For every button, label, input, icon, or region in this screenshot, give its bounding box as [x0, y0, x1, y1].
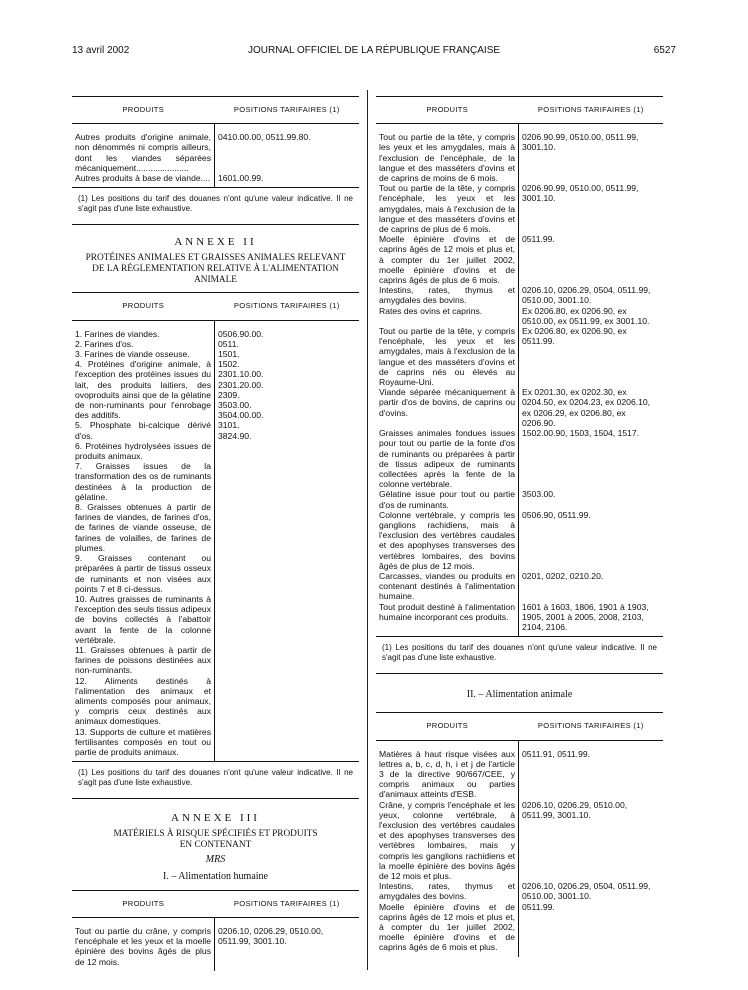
table-annex3-animal: [376, 712, 663, 956]
list-item: 12. Aliments destinés à l'alimentation des animaux et aliments composés pour animaux, y compris ceux destinés aux animaux domestiques.: [75, 675, 211, 727]
product-cell: Moelle épinière d'ovins et de caprins âgés de 12 mois et plus et, à compter du 1er juillet 2002, moelle épinière d'ovins et de caprins âgés de plus de 6 mois.: [376, 234, 519, 285]
table-row: [376, 234, 663, 285]
product-cell: Viande séparée mécaniquement à partir d'os de bovins, de caprins ou d'ovins.: [376, 387, 519, 428]
table-row: [376, 428, 663, 489]
table-body: [376, 124, 663, 637]
tariff-value: 3504.00.00.: [218, 410, 264, 421]
table-annex3-human-start: [72, 890, 359, 971]
tariff-value: 2301.20.00.: [218, 379, 264, 390]
left-column: [72, 96, 359, 971]
product-cell: Carcasses, viandes ou produits en contenant destinés à l'alimentation humaine.: [376, 571, 519, 602]
list-item: 11. Graisses obtenues à partir de farines de poissons destinées aux non-ruminants.: [75, 644, 211, 676]
table-row: [376, 800, 663, 882]
annex3-abbr: MRS: [205, 854, 226, 866]
tariff-cell: 0206.10, 0206.29, 0510.00, 0511.99, 3001.10.: [522, 799, 628, 820]
list-item: 1. Farines de viandes.: [75, 328, 160, 339]
tariff-cell: 0206.90.99, 0510.00, 0511.99, 3001.10.: [522, 132, 639, 153]
tariff-value: 1501.: [218, 349, 240, 360]
product-cell: Colonne vertébrale, y compris les ganglions rachidiens, mais à l'exclusion des vertèbres caudales et des apophyses transverses des vertèbres lombaires, des bovins âgés de plus de 12 mois.: [376, 510, 519, 571]
column-separator: [367, 90, 368, 970]
tariff-value: 2309.: [218, 389, 240, 400]
tariff-cell: 0201, 0202, 0210.20.: [522, 570, 604, 581]
tariff-value: 3503.00.: [218, 400, 252, 411]
col-header-positions: POSITIONS TARIFAIRES (1): [519, 713, 664, 740]
product-cell: Tout ou partie de la tête, y compris l'encéphale, les yeux et les amygdales, mais à l'exclusion de la langue et des masséters d'ovins et de caprins nés ou élevés au Royaume-Uni.: [376, 326, 519, 387]
product-cell: Intestins, rates, thymus et amygdales des bovins.: [376, 285, 519, 305]
table-row: [376, 183, 663, 234]
tariff-value: 3101.: [218, 420, 240, 431]
product-cell: Tout ou partie du crâne, y compris l'encéphale et les yeux et la moelle épinière des bovins âgés de plus de 12 mois.: [72, 917, 215, 970]
table-row: [376, 881, 663, 901]
table-row: [376, 124, 663, 184]
header-title: JOURNAL OFFICIEL DE LA RÉPUBLIQUE FRANÇAISE: [247, 45, 501, 56]
table-annex1-end: [72, 96, 359, 188]
list-item: 8. Graisses obtenues à partir de farines de viandes, de farines d'os, de farines de viande osseuse, de farines de volailles, de farines de plumes.: [75, 502, 211, 553]
tariff-cell: Ex 0206.80, ex 0206.90, ex 0510.00, ex 0511.99, ex 3001.10.: [522, 305, 650, 326]
col-header-produits: PRODUITS: [72, 97, 215, 124]
col-header-positions: POSITIONS TARIFAIRES (1): [215, 293, 360, 320]
tariff-cell: 0511.99.: [522, 901, 555, 912]
table-row: [72, 173, 359, 188]
tariff-cell: 1601 à 1603, 1806, 1901 à 1903, 1905, 2001 à 2005, 2008, 2103, 2104, 2106.: [522, 601, 649, 632]
section-animal-title: II. – Alimentation animale: [466, 689, 573, 701]
annex2-products: [72, 320, 215, 762]
tariff-cell: 0511.91, 0511.99.: [522, 748, 591, 759]
annex3-title: ANNEXE III: [171, 812, 260, 825]
product-cell: Graisses animales fondues issues pour tout ou partie de la fonte d'os de ruminants ou préparées à partir de tissus adipeux de ruminants collectées après la fente de la colonne vertébrale.: [376, 428, 519, 489]
table-row: [72, 917, 359, 970]
tariff-cell: 0206.90.99, 0510.00, 0511.99, 3001.10.: [522, 183, 639, 204]
annex2-positions: [215, 320, 360, 762]
table-row: [376, 326, 663, 387]
annex3-subtitle: MATÉRIELS À RISQUE SPÉCIFIÉS ET PRODUITS EN CONTENANT: [113, 829, 318, 851]
tariff-cell: 1601.00.99.: [218, 173, 264, 184]
product-cell: Tout ou partie de la tête, y compris les yeux et les amygdales, mais à l'exclusion de l'encéphale, de la langue et des masséters d'ovins et de caprins de moins de 6 mois.: [376, 124, 519, 184]
list-item: 9. Graisses contenant ou préparées à partir de tissus osseux de ruminants et non visées aux points 7 et 8 ci-dessus.: [75, 553, 211, 594]
list-item: 7. Graisses issues de la transformation des os de ruminants destinées à la production de gélatine.: [75, 461, 211, 502]
tariff-cell: 0206.10, 0206.29, 0504, 0511.99, 0510.00, 3001.10.: [522, 285, 651, 306]
tariff-value: 2301.10.00.: [218, 369, 264, 380]
table-row: [376, 740, 663, 800]
list-item: 4. Protéines d'origine animale, à l'exception des protéines issues du lait, des produits laitiers, des ovoproduits ainsi que de la gélatine de non-ruminants pour l'enrobage des additifs.: [75, 359, 211, 421]
col-header-positions: POSITIONS TARIFAIRES (1): [215, 890, 360, 917]
right-column: [376, 96, 663, 957]
page-number: 6527: [653, 45, 676, 56]
list-item: 3. Farines de viande osseuse.: [75, 349, 190, 360]
table-row: [376, 602, 663, 637]
section-human-title: I. – Alimentation humaine: [163, 870, 268, 882]
table-body: [72, 124, 359, 188]
table-row: [376, 306, 663, 326]
product-cell: Intestins, rates, thymus et amygdales des bovins.: [376, 881, 519, 901]
col-header-produits: PRODUITS: [72, 890, 215, 917]
product-cell: Rates des ovins et caprins.: [376, 306, 519, 326]
product-cell: Crâne, y compris l'encéphale et les yeux, colonne vertébrale, à l'exclusion des vertèbres caudales et des apophyses transverses des vertèbres lombaires, mais y compris les ganglions rachidiens et la moelle épinière des bovins âgés de 12 mois et plus.: [376, 800, 519, 882]
col-header-produits: PRODUITS: [376, 713, 519, 740]
product-cell: Tout ou partie de la tête, y compris l'encéphale, les yeux et les amygdales, mais à l'exclusion de la langue et des masséters d'ovins et de caprins de plus de 6 mois.: [376, 183, 519, 234]
table-row: [376, 285, 663, 305]
tariff-cell: 3503.00.: [522, 489, 556, 500]
annex2-title: ANNEXE II: [174, 236, 257, 249]
tariff-value: 0506.90.00.: [218, 328, 264, 339]
product-cell: Gélatine issue pour tout ou partie d'os de ruminants.: [376, 489, 519, 509]
tariff-cell: 0511.99.: [522, 234, 555, 245]
tariff-cell: 0410.00.00, 0511.99.80.: [218, 132, 311, 143]
list-item: 10. Autres graisses de ruminants à l'exception des seuls tissus adipeux de bovins collectés à l'abattoir avant la fente de la colonne vertébrale.: [75, 593, 211, 645]
table-row: [72, 124, 359, 173]
table-row: [376, 510, 663, 571]
tariff-cell: Ex 0201.30, ex 0202.30, ex 0204.50, ex 0204.23, ex 0206.10, ex 0206.29, ex 0206.80, ex 0206.90.: [522, 387, 651, 428]
product-cell: Tout produit destiné à l'alimentation humaine incorporant ces produits.: [376, 602, 519, 637]
product-cell: Autres produits à base de viande....: [72, 173, 215, 188]
tariff-value: 1502.: [218, 359, 240, 370]
tariff-cell: 0206.10, 0206.29, 0510.00, 0511.99, 3001.10.: [218, 925, 324, 947]
table-row: [376, 571, 663, 602]
footnote: (1) Les positions du tarif des douanes n'ont qu'une valeur indicative. Il ne s'agit pas d'une liste exhaustive.: [72, 762, 359, 799]
table-body: [72, 917, 359, 970]
table-row: [376, 902, 663, 957]
list-item: 13. Supports de culture et matières fertilisantes composés en tout ou partie de produits animaux.: [75, 726, 211, 757]
col-header-produits: PRODUITS: [72, 293, 215, 320]
product-cell: Autres produits d'origine animale, non dénommés ni compris ailleurs, dont les viandes séparées mécaniquement......................: [72, 124, 215, 173]
col-header-positions: POSITIONS TARIFAIRES (1): [215, 97, 360, 124]
product-cell: Moelle épinière d'ovins et de caprins âgés de 12 mois et plus et, à compter du 1er juillet 2002, moelle épinière d'ovins et de caprins âgés de 6 mois et plus.: [376, 902, 519, 957]
tariff-value: 3824.90.: [218, 430, 252, 441]
running-header: [72, 46, 676, 60]
list-item: 5. Phosphate bi-calcique dérivé d'os.: [75, 420, 211, 441]
table-row: [376, 387, 663, 428]
table-annex2: [72, 292, 359, 762]
header-date: 13 avril 2002: [72, 45, 130, 56]
tariff-cell: Ex 0206.80, ex 0206.90, ex 0511.99.: [522, 326, 627, 347]
table-annex3-human-cont: [376, 96, 663, 637]
col-header-positions: POSITIONS TARIFAIRES (1): [519, 97, 664, 124]
tariff-cell: 0206.10, 0206.29, 0504, 0511.99, 0510.00, 3001.10.: [522, 881, 651, 902]
product-cell: Matières à haut risque visées aux lettres a, b, c, d, h, i et j de l'article 3 de la directive 90/667/CEE, y compris animaux ou parties d'animaux atteints d'ESB.: [376, 740, 519, 800]
list-item: 6. Protéines hydrolysées issues de produits animaux.: [75, 440, 211, 462]
col-header-produits: PRODUITS: [376, 97, 519, 124]
tariff-cell: 0506.90, 0511.99.: [522, 509, 591, 520]
tariff-cell: 1502.00.90, 1503, 1504, 1517.: [522, 428, 640, 439]
footnote: (1) Les positions du tarif des douanes n'ont qu'une valeur indicative. Il ne s'agit pas d'une liste exhaustive.: [376, 637, 663, 674]
annex2-subtitle: PROTÉINES ANIMALES ET GRAISSES ANIMALES RELEVANT DE LA RÉGLEMENTATION RELATIVE À L'ALIMENTATION ANIMALE: [85, 253, 346, 286]
tariff-value: 0511.: [218, 338, 239, 349]
table-row: [376, 489, 663, 509]
list-item: 2. Farines d'os.: [75, 338, 134, 349]
table-body: [376, 740, 663, 957]
footnote: (1) Les positions du tarif des douanes n'ont qu'une valeur indicative. Il ne s'agit pas d'une liste exhaustive.: [72, 188, 359, 225]
